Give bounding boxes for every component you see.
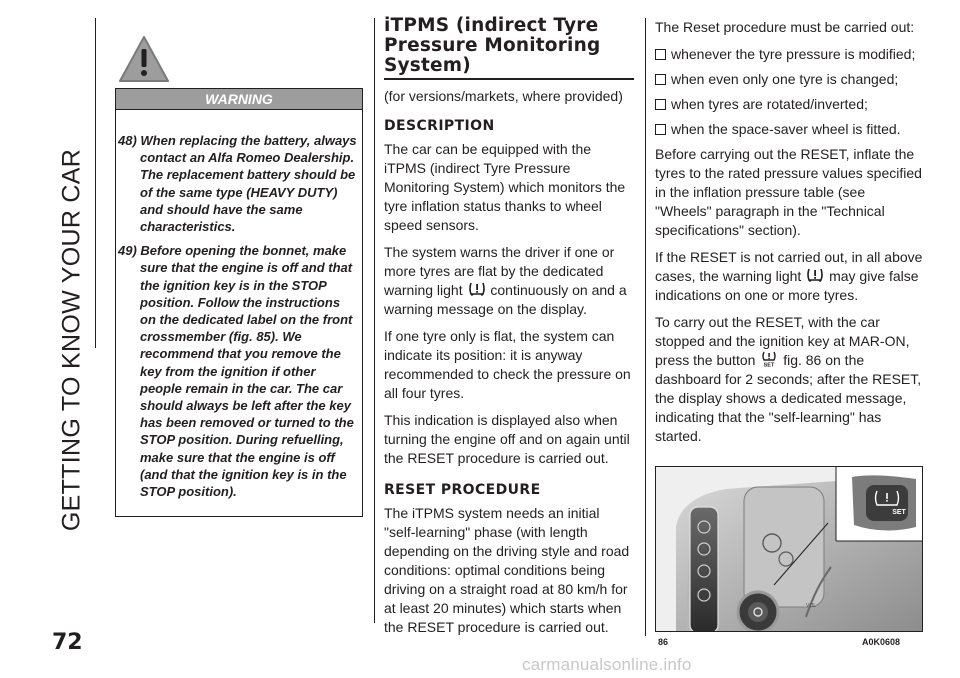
list-item <box>655 95 923 114</box>
list-item-text: when the space-saver wheel is fitted. <box>671 121 901 137</box>
column-divider-right <box>645 18 646 636</box>
reset-heading: RESET PROCEDURE <box>384 482 541 498</box>
list-item <box>655 120 923 139</box>
description-heading: DESCRIPTION <box>384 118 495 134</box>
text-run: continuously on and a warning message on the display. <box>384 282 627 317</box>
text-run: If the RESET is not carried out, in all above cases, the warning light <box>655 249 923 284</box>
svg-text:VOL: VOL <box>806 603 817 609</box>
tpms-warning-light-icon <box>468 281 486 297</box>
svg-text:SET: SET <box>763 362 775 367</box>
warning-triangle-icon <box>118 34 170 84</box>
list-item-text: when tyres are rotated/inverted; <box>671 96 868 112</box>
tpms-warning-light-icon <box>806 267 824 283</box>
warning-header <box>115 88 363 110</box>
checkbox-bullet-icon <box>655 49 666 60</box>
text-run: To carry out the RESET, with the car stopped and the ignition key at MAR-ON, press the button <box>655 314 910 368</box>
dashboard-figure <box>655 466 923 632</box>
page-number: 72 <box>52 630 83 655</box>
right-column <box>655 18 923 454</box>
warning-item: 48) When replacing the battery, always contact an Alfa Romeo Dealership. The replacement battery should be of the same type (HEAVY DUTY) and should have the same characteristics. <box>118 133 357 235</box>
set-button-label: SET <box>892 509 906 516</box>
text-run: may give false indications on one or more tyres. <box>655 268 919 303</box>
right-paragraph <box>655 313 923 446</box>
section-title: GETTING TO KNOW YOUR CAR <box>57 148 86 532</box>
list-item-text: whenever the tyre pressure is modified; <box>671 46 916 62</box>
warning-header-label: WARNING <box>205 91 273 107</box>
title-subnote: (for versions/markets, where provided) <box>384 88 623 104</box>
text-run: for at least 20 minutes) which starts when the RESET procedure is carried out. <box>384 581 628 635</box>
text-run: The iTPMS system needs an initial "self-learning" phase (with length depending on the driving style and road conditions: optimal conditions being driving on a straight road at <box>384 505 630 597</box>
list-item <box>655 45 923 64</box>
page-title: iTPMS (indirect Tyre Pressure Monitoring System) <box>384 16 634 80</box>
main-column <box>384 16 632 645</box>
right-paragraph: Before carrying out the RESET, inflate the tyres to the rated pressure values specified in the inflation pressure table (see "Wheels" paragraph in the "Technical specifications" section). <box>655 146 922 238</box>
reset-intro: The Reset procedure must be carried out: <box>655 19 915 35</box>
speed-value: 80 km/h <box>557 581 608 597</box>
description-paragraph <box>384 243 632 319</box>
description-paragraph: The car can be equipped with the iTPMS (indirect Tyre Pressure Monitoring System) which monitors the tyre inflation status thanks to wheel speed sensors. <box>384 141 626 233</box>
tpms-set-button-icon <box>760 351 778 367</box>
figure-number: 86 <box>658 637 669 647</box>
warning-box <box>115 110 363 517</box>
column-divider-left <box>374 18 375 623</box>
section-divider <box>95 18 96 348</box>
figure-code: A0K0608 <box>862 637 901 647</box>
checkbox-bullet-icon <box>655 74 666 85</box>
description-paragraph: If one tyre only is flat, the system can indicate its position: it is anyway recommended to check the pressure on all four tyres. <box>384 328 631 401</box>
watermark: carmanualsonline.info <box>522 655 692 674</box>
checkbox-bullet-icon <box>655 124 666 135</box>
warning-item: 49) Before opening the bonnet, make sure that the engine is off and that the ignition key is in the STOP position. Follow the instructions on the dedicated label on the front crossmember (fig. 85). We recommend that you remove the key from the ignition if other people remain in the car. The car should always be left after the key has been removed or turned to the STOP position. During refuelling, make sure that the engine is off (and that the ignition key is in the STOP position). <box>118 243 354 500</box>
checkbox-bullet-icon <box>655 99 666 110</box>
description-paragraph: This indication is displayed also when turning the engine off and on again until the RESET procedure is carried out. <box>384 412 630 466</box>
right-paragraph <box>655 248 923 305</box>
list-item-text: when even only one tyre is changed; <box>671 71 899 87</box>
text-run: fig. 86 on the dashboard for 2 seconds; after the RESET, the display shows a dedicated message, indicating that the "self-learning" has started. <box>655 352 922 444</box>
list-item <box>655 70 923 89</box>
text-run: The system warns the driver if one or more tyres are flat by the dedicated warning light <box>384 244 615 298</box>
reset-paragraph <box>384 504 632 637</box>
